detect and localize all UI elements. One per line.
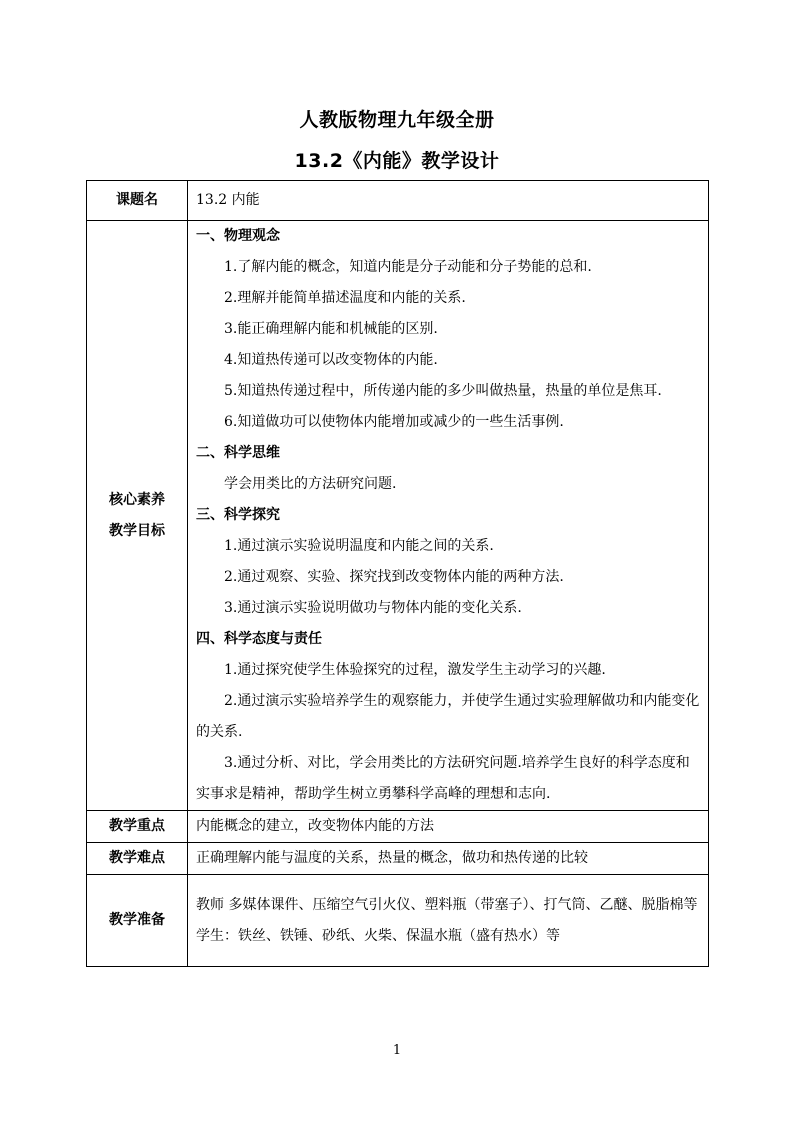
- objective-item: 5.知道热传递过程中，所传递内能的多少叫做热量，热量的单位是焦耳.: [224, 383, 662, 399]
- key-points-label: 教学重点: [87, 811, 188, 843]
- key-points-value: [188, 811, 709, 843]
- section-heading: 四、科学态度与责任: [196, 631, 322, 647]
- lesson-title: 13.2《内能》教学设计: [294, 150, 500, 172]
- objective-item: 4.知道热传递可以改变物体的内能.: [224, 352, 438, 368]
- difficulties-value: [188, 843, 709, 875]
- objective-item: 1.了解内能的概念，知道内能是分子动能和分子势能的总和.: [224, 259, 592, 275]
- core-label-line-1: 核心素养: [109, 491, 165, 508]
- core-label-line-2: 教学目标: [109, 522, 165, 539]
- objective-item: 2.通过观察、实验、探究找到改变物体内能的两种方法.: [224, 569, 564, 585]
- objective-item: 3.通过分析、对比，学会用类比的方法研究问题.培养学生良好的科学态度和实事求是精神，帮助学生树立勇攀科学高峰的理想和志向.: [196, 755, 690, 802]
- document-title: 人教版物理九年级全册: [299, 109, 495, 131]
- preparation-label: 教学准备: [87, 875, 188, 967]
- page-number: 1: [392, 1043, 402, 1058]
- objective-item: 3.通过演示实验说明做功与物体内能的变化关系.: [224, 600, 522, 616]
- teacher-preparation: 教师 多媒体课件、压缩空气引火仪、塑料瓶（带塞子）、打气筒、乙醚、脱脂棉等: [196, 896, 698, 913]
- preparation-value: [188, 875, 709, 967]
- topic-value: [188, 181, 709, 221]
- student-preparation: 学生：铁丝、铁锤、砂纸、火柴、保温水瓶（盛有热水）等: [196, 927, 560, 944]
- objective-item: 6.知道做功可以使物体内能增加或减少的一些生活事例.: [224, 414, 564, 430]
- objective-item: 2.通过演示实验培养学生的观察能力，并使学生通过实验理解做功和内能变化的关系.: [196, 693, 700, 740]
- objective-item: 学会用类比的方法研究问题.: [224, 476, 397, 492]
- topic-label: 课题名: [87, 181, 188, 221]
- objective-item: 2.理解并能简单描述温度和内能的关系.: [224, 290, 466, 306]
- table-row-topic: [87, 181, 709, 221]
- section-heading: 二、科学思维: [196, 445, 280, 461]
- table-row-difficulties: [87, 843, 709, 875]
- difficulties-label: 教学难点: [87, 843, 188, 875]
- objective-item: 3.能正确理解内能和机械能的区别.: [224, 321, 438, 337]
- objective-item: 1.通过演示实验说明温度和内能之间的关系.: [224, 538, 494, 554]
- section-heading: 一、物理观念: [196, 228, 280, 244]
- difficulties-text: 正确理解内能与温度的关系，热量的概念，做功和热传递的比较: [196, 850, 588, 866]
- section-heading: 三、科学探究: [196, 507, 280, 523]
- objective-item: 1.通过探究使学生体验探究的过程，激发学生主动学习的兴趣.: [224, 662, 606, 678]
- key-points-text: 内能概念的建立，改变物体内能的方法: [196, 818, 434, 834]
- table-row-preparation: [87, 875, 709, 967]
- core-objectives-label: [87, 221, 188, 811]
- topic-value-text: 13.2 内能: [196, 192, 260, 208]
- lesson-plan-table: [86, 180, 709, 967]
- table-row-core-objectives: [87, 221, 709, 811]
- table-row-key-points: [87, 811, 709, 843]
- core-objectives-content: [188, 221, 709, 811]
